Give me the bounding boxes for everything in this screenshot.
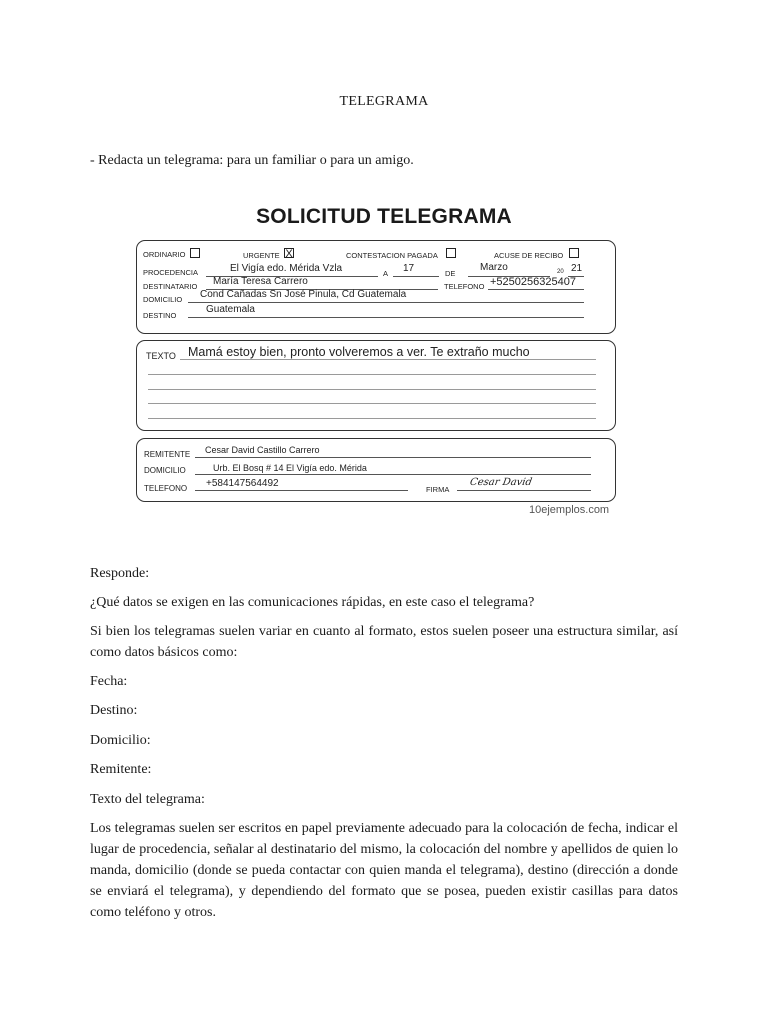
texto-line-5 [148, 418, 596, 419]
year-value: 21 [571, 263, 583, 274]
closing-paragraph: Los telegramas suelen ser escritos en papel previamente adecuado para la colocación de fecha, indicar el lugar de procedencia, señalar al destinatario del mismo, la colocación del nombre y apellidos de quien lo manda, domicilio (donde se pueda contactar con quien manda el telegrama), destino (dirección a donde se enviará el telegrama), y dependiendo del formato que se posea, pueden existir casillas para datos como teléfono y otros. [90, 821, 678, 920]
texto-line-2 [148, 374, 596, 375]
ordinario-checkbox [190, 248, 200, 258]
remitente-line [195, 457, 591, 458]
item-fecha: Fecha: [90, 674, 128, 689]
item-remitente: Remitente: [90, 762, 152, 777]
texto-value: Mamá estoy bien, pronto volveremos a ver. Te extraño mucho [188, 345, 530, 359]
acuse-checkbox [569, 248, 579, 258]
remitente-label: REMITENTE [144, 450, 191, 459]
contestacion-checkbox [446, 248, 456, 258]
ordinario-label: ORDINARIO [143, 250, 186, 259]
remitente-telefono-value: +584147564492 [206, 478, 279, 489]
texto-line-1 [180, 359, 596, 360]
procedencia-label: PROCEDENCIA [143, 268, 199, 277]
year-prefix: 20 [557, 269, 564, 275]
remitente-value: Cesar David Castillo Carrero [205, 445, 320, 455]
de-value: Marzo [480, 262, 508, 273]
telefono-line [488, 289, 584, 290]
remitente-domicilio-label: DOMICILIO [144, 466, 186, 475]
remitente-domicilio-value: Urb. El Bosq # 14 El Vigía edo. Mérida [213, 463, 367, 473]
destino-line [188, 317, 584, 318]
telefono-label: TELEFONO [444, 282, 485, 291]
destinatario-value: María Teresa Carrero [213, 276, 308, 287]
page-title: TELEGRAMA [339, 94, 429, 109]
source-credit: 10ejemplos.com [529, 504, 610, 516]
de-label: DE [445, 269, 456, 278]
texto-label: TEXTO [146, 351, 176, 361]
a-line [393, 276, 439, 277]
responde-label: Responde: [90, 566, 150, 581]
a-label: A [383, 269, 389, 278]
question: ¿Qué datos se exigen en las comunicaciones rápidas, en este caso el telegrama? [90, 595, 535, 610]
destino-label: DESTINO [143, 311, 177, 320]
item-domicilio: Domicilio: [90, 733, 151, 748]
firma-label: FIRMA [426, 485, 450, 494]
telefono-value: +5250256325407 [490, 276, 576, 288]
remitente-telefono-label: TELEFONO [144, 484, 188, 493]
destinatario-label: DESTINATARIO [143, 282, 198, 291]
acuse-label: ACUSE DE RECIBO [494, 251, 564, 260]
signature: Cesar David [469, 477, 533, 488]
contestacion-label: CONTESTACION PAGADA [346, 251, 438, 260]
item-texto: Texto del telegrama: [90, 792, 205, 807]
remitente-telefono-line [195, 490, 408, 491]
domicilio-line [188, 302, 584, 303]
instruction: - Redacta un telegrama: para un familiar o para un amigo. [90, 153, 414, 168]
urgente-label: URGENTE [243, 251, 280, 260]
texto-line-3 [148, 389, 596, 390]
firma-line [457, 490, 591, 491]
destino-value: Guatemala [206, 304, 255, 315]
intro-paragraph: Si bien los telegramas suelen variar en cuanto al formato, estos suelen poseer una estructura similar, así como datos básicos como: [90, 624, 678, 660]
domicilio-value: Cond Cañadas Sn José Pinula, Cd Guatemala [200, 289, 407, 300]
item-destino: Destino: [90, 703, 138, 718]
procedencia-value: El Vigía edo. Mérida Vzla [230, 263, 343, 274]
texto-line-4 [148, 403, 596, 404]
form-title: SOLICITUD TELEGRAMA [256, 205, 512, 228]
remitente-domicilio-line [195, 474, 591, 475]
domicilio-label: DOMICILIO [143, 295, 183, 304]
urgente-checkbox: X [285, 248, 293, 260]
a-value: 17 [403, 263, 415, 274]
